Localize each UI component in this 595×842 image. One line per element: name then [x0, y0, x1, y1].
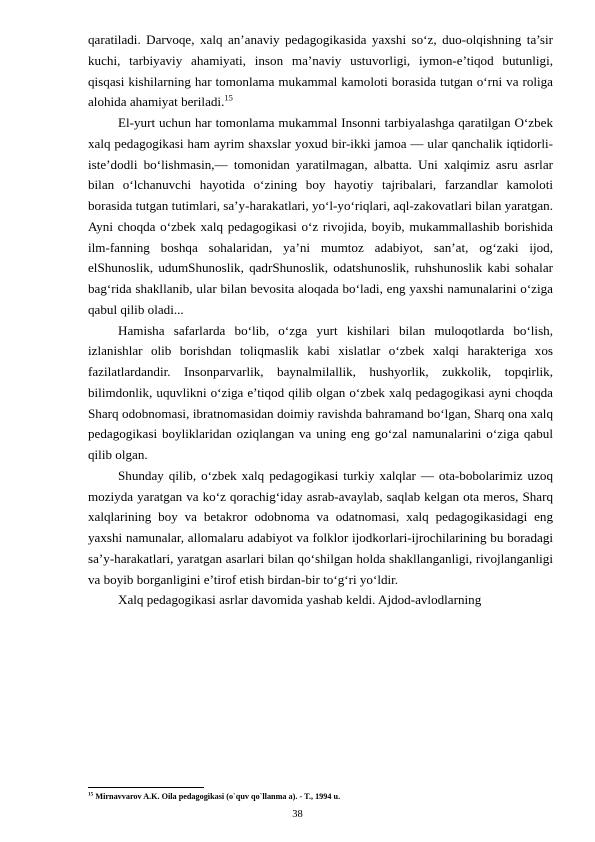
- footnote-number: 15: [88, 791, 94, 798]
- paragraph-4: Shunday qilib, o‘zbek xalq pedagogikasi turkiy xalqlar — ota-bobolarimiz uzoq moziyda yaratgan va ko‘z qorachig‘iday asrab-avaylab, saqlab kelgan ota meros, Sharq xalqlarining boy va betakror odobnoma va odatnomasi, xalq pedagogikasidagi eng yaxshi namunalar, allomalaru adabiyot va folklor ijodkorlari-ijrochilarining bu boradagi sa’y-harakatlari, yaratgan asarlari bilan qo‘shilgan holda shakllanganligi, rivojlanganligi va boyib borganligini e’tirof etish birdan-bir to‘g‘ri yo‘ldir.: [88, 467, 553, 587]
- paragraph-2: El-yurt uchun har tomonlama mukammal Insonni tarbiyalashga qaratilgan O‘zbek xalq pedagogikasi ham ayrim shaxslar yoxud bir-ikki jamoa — ular qanchalik iqtidorli-iste’dodli bo‘lishmasin,— tomonidan yaratilmagan, albatta. Uni xalqimiz asru asrlar bilan o‘lchanuvchi hayotida o‘zining boy hayotiy tajribalari, farzandlar kamoloti borasida tutgan tutimlari, sa’y-harakatlari, yo‘l-yo‘riqlari, aql-zakovatlari bilan yaratgan. Ayni choqda o‘zbek xalq pedagogikasi o‘z rivojida, boyib, mukammallashib borishida ilm-fanning boshqa sohalaridan, ya’ni mumtoz adabiyot, san’at, og‘zaki ijod, elShunoslik, udumShunoslik, qadrShunoslik, odatshunoslik, ruhshunoslik kabi sohalar bag‘rida shakllanib, ular bilan bevosita aloqada bo‘ladi, eng yaxshi namunalarini o‘ziga qabul qilib oladi...: [88, 115, 554, 317]
- body-text: [88, 30, 553, 611]
- paragraph-1-text: qaratiladi. Darvoqe, xalq an’anaviy pedagogikasida yaxshi so‘z, duo-olqishning ta’sir kuchi, tarbiyaviy ahamiyati, inson ma’naviy ustuvorligi, iymon-e’tiqod butunligi, qisqasi kishilarning har tomonlama mukammal kamoloti borasida tutgan o‘rni va roliga alohida ahamiyat beriladi.: [88, 32, 553, 110]
- paragraph-3: Hamisha safarlarda bo‘lib, o‘zga yurt kishilari bilan muloqotlarda bo‘lish, izlanishlar olib borishdan toliqmaslik kabi xislatlar o‘zbek xalqi harakteriga xos fazilatlardandir. Insonparvarlik, baynalmilallik, hushyorlik, zukkolik, topqirlik, bilimdonlik, uquvlikni o‘ziga e’tiqod qilib olgan o‘zbek xalq pedagogikasi ayni choqda Sharq odobnomasi, ibratnomasidan doimiy ravishda bahramand bo‘lgan, Sharq ona xalq pedagogikasi boyliklaridan oziqlangan va uning eng go‘zal namunalarini o‘ziga qabul qilib olgan.: [88, 322, 553, 462]
- page-number: 38: [292, 809, 303, 820]
- footnote-text: Mirnavvarov A.K. Oila pedagogikasi (o`quv qo`llanma a). - T., 1994 u.: [93, 792, 341, 801]
- footnote-reference: 15: [224, 92, 233, 103]
- paragraph-1: [88, 30, 553, 113]
- footnote-separator: [88, 787, 204, 788]
- footnote: [88, 791, 553, 803]
- paragraph-5: Xalq pedagogikasi asrlar davomida yashab keldi. Ajdod-avlodlarning: [118, 592, 482, 608]
